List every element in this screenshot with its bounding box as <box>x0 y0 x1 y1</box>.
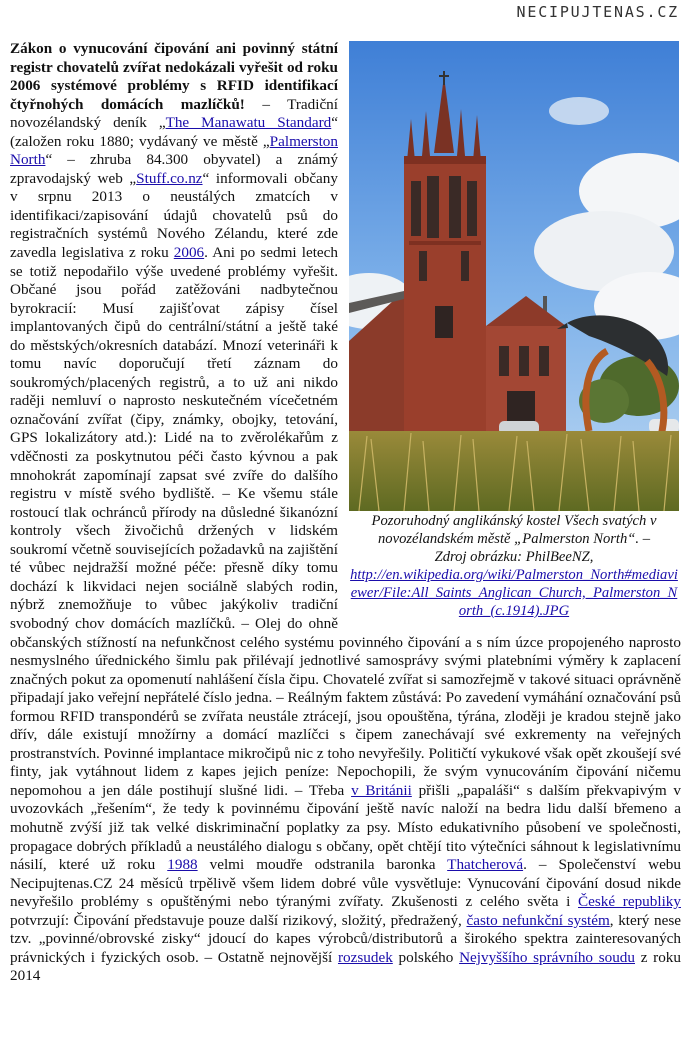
figure-caption <box>347 512 681 620</box>
link-supreme-court[interactable]: Nejvyššího správního soudu <box>459 948 635 966</box>
link-nonfunctional-system[interactable]: často nefunkční systém <box>466 911 610 929</box>
link-2006[interactable]: 2006 <box>173 244 205 262</box>
text-segment: “ informovali občany v srpnu 2013 o neustálých zmatcích v identifikaci/zapisování údajů chovatelů psů do registračních systémů Nového Zélandu, které zde zavedla legislativa z roku <box>10 169 338 262</box>
figure <box>347 40 681 620</box>
text-segment: “ – zhruba 84.300 obyvatel) a známý zpravodajský web „ <box>10 151 338 187</box>
text-segment: “ (založen roku 1880; vydávaný ve městě „ <box>10 114 338 150</box>
text-segment: potvrzují: Čipování představuje pouze další rizikový, složitý, předražený, <box>10 911 467 929</box>
text-segment: . Ani po sedmi letech se totiž nepodařilo výše uvedené problémy vyřešit. Občané jsou pořád zatěžováni nadbytečnou byrokracií: Musí zajišťovat zápisy čísel implantovaných čipů do centrální/státní a ještě také do městských/okresních databází. Mnozí veterináři k tomu navíc doporučují třetí záznam do soukromých/placených registrů, a to už ani nikdo raději nemluví o naprosto neskutečném vícečetném označování zvířat (čipy, známky, obojky, tetování, GPS lokalizátory atd.): Lidé na to zvěrolékařům z vděčnosti za poskytnutou péči často kývnou a pak mnohokrát zapomínají zapsat své zvíře do dalšího registru v místě svého bydliště. – Ke všemu stále rostoucí tlak ochránců přírody na důsledné šikanózní kontroly všech živočichů držených v lidském soukromí včetně souvisejících požadavků na zajištění té vůbec nejdražší možné péče: přesně díky tomu dochází k likvidaci nejen sociálně slabých rodin, nýbrž znemožňuje to vůbec jakýkoliv tradiční svobodný chov domácích mazlíčků. – Olej do ohně občanských stížností na nefunkčnost celého systému povinného čipování a s ním úzce propojeného naprosto nesmyslného úřednického šimlu pak přilévají jednotlivé samosprávy svými platebními výměry k zaplacení značných pokut za opomenutí nahlášení čísla čipu. Chovatelé zvířat si samozřejmě v takové situaci oprávněně připadají jako veřejní nepřátelé číslo jedna. – Reálným faktem zůstává: Po zavedení vymáhání označování psů formou RFID transpondérů se zvířata neustále ztrácejí, jsou opouštěna, týrána, zloději je kradou stejně jako dřív, dále existují množírny a domácí mazlíčci s čipem zanechávají své exkrementy na veřejných prostranstvích. Povinné implantace mikročipů nic z toho nevyřešily. Političtí vykukové však opět zkoušejí své finty, jak vytáhnout lidem z kapes jejich peníze: Nepochopili, že svým vynucováním čipování ničemu nepomohou a jen dále postihují slušné lidi. – Třeba <box>10 244 681 799</box>
caption-source-link[interactable]: http://en.wikipedia.org/wiki/Palmerston_North#mediaviewer/File:All_Saints_Anglican_Church,_Palmerston_North_(c.1914).JPG <box>350 567 678 619</box>
link-britain[interactable]: v Británii <box>351 781 412 799</box>
caption-source: Zdroj obrázku: PhilBeeNZ, <box>434 549 594 565</box>
text-segment: – Tradiční novozélandský deník „ <box>10 95 338 132</box>
text-segment: přišli „papaláši“ s dalším překvapivým v uvozovkách „řešením“, že tedy k povinnému čipování ještě navíc naloží na bedra lidu další břemeno a mohutně zvýší již tak velké diskriminační poplatky za psy. Místo edukativního působení ve společnosti, propagace dobrých příkladů a neustálého dialogu s občany, opět chtějí tito výtečníci sáhnout k legislativnímu násilí, které už roku <box>10 781 681 874</box>
link-verdict[interactable]: rozsudek <box>337 948 393 966</box>
church-photo <box>349 41 679 511</box>
link-czech-republic[interactable]: České republiky <box>578 893 681 911</box>
link-stuff[interactable]: Stuff.co.nz <box>136 169 203 187</box>
text-segment: polského <box>392 948 460 966</box>
caption-text: Pozoruhodný anglikánský kostel Všech svatých v novozélandském městě „Palmerston North“. – <box>371 513 657 547</box>
site-name-header: NECIPUJTENAS.CZ <box>516 3 679 21</box>
text-segment: z roku 2014 <box>10 948 681 985</box>
text-segment: . – Společenství webu Necipujtenas.CZ 24 měsíců trpělivě všem lidem dobré vůle vysvětluje: Vynucování čipování dosud nikde nevyřešilo problémy s opuštěnými nebo týranými zvířaty. Zkušenosti z celého světa i <box>10 856 681 911</box>
link-1988[interactable]: 1988 <box>167 856 198 874</box>
text-segment: , který nese tzv. „povinné/obrovské zisky“ jdoucí do kapes výrobců/distributorů a širokého spektra zainteresovaných právnických i fyzických osob. – Ostatně nejnovější <box>10 911 681 966</box>
text-segment: velmi moudře odstranila baronka <box>197 856 448 874</box>
article-body <box>10 40 681 986</box>
link-palmerston-north[interactable]: Palmerston North <box>10 132 338 169</box>
link-manawatu-standard[interactable]: The Manawatu Standard <box>165 114 332 132</box>
article-lead: Zákon o vynucování čipování ani povinný státní registr chovatelů zvířat nedokázali vyřešit od roku 2006 systémové problémy s RFID identifikací čtyřnohých domácích mazlíčků! <box>10 40 338 113</box>
link-thatcher[interactable]: Thatcherová <box>447 856 524 874</box>
